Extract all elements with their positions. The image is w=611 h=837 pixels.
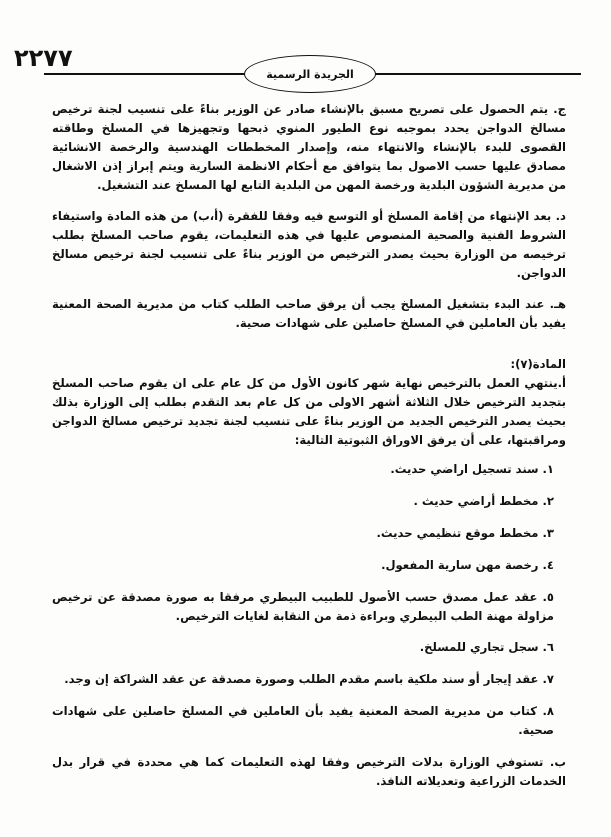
spacer (52, 195, 566, 207)
paragraph-j: ج. يتم الحصول على تصريح مسبق بالإنشاء صادر عن الوزير بناءً على تنسيب لجنة ترخيص مسالخ الدواجن يحدد بموجبه نوع الطيور المنوي ذبحها وتجهيزها في المسلخ وطاقته القصوى للبدء بالإنشاء والانتهاء منه، وإصدار المخططات الهندسية والرخصة الانشائية مصادق عليها حسب الاصول بما يتوافق مع أحكام الانظمة السارية ويتم إبراز إذن الاشغال من مديرية الشؤون البلدية ورخصة المهن من البلدية التابع لها المسلخ عند التشغيل. (52, 102, 566, 192)
paragraph-h: هـ. عند البدء بتشغيل المسلخ يجب أن يرفق صاحب الطلب كتاب من مديرية الصحة المعنية يفيد بأن العاملين في المسلخ حاصلين على شهادات صحية. (52, 297, 566, 330)
list-item: ٣. مخطط موقع تنظيمي حديث. (376, 526, 554, 540)
gazette-title: الجريدة الرسمية (244, 55, 376, 93)
article-paragraph-a: أ.ينتهي العمل بالترخيص نهاية شهر كانون الأول من كل عام على ان يقوم صاحب المسلخ بتجديد الترخيص خلال الثلاثة أشهر الاولى من كل عام بعد التقدم بطلب إلى الوزارة بذلك بحيث يصدر الترخيص الجديد من الوزير بناءً على تنسيب لجنة تجديد ترخيص مسالخ الدواجن ومراقبتها، على أن يرفق الاوراق الثبوتية التالية: (52, 376, 566, 447)
list-item: ٦. سجل تجاري للمسلخ. (419, 640, 554, 654)
list-item: ٤. رخصة مهن سارية المفعول. (381, 558, 554, 572)
list-item: ١. سند تسجيل اراضي حديث. (390, 462, 554, 476)
list-item: ٨. كتاب من مديرية الصحة المعنية يفيد بأن العاملين في المسلخ حاصلين على شهادات صحية. (52, 704, 554, 737)
article-heading: المادة(٧): (510, 357, 566, 371)
list-item: ٧. عقد إيجار أو سند ملكية باسم مقدم الطلب وصورة مصدقة عن عقد الشراكة إن وجد. (64, 672, 554, 686)
article-paragraph-b: ب. تستوفي الوزارة بدلات الترخيص وفقا لهذه التعليمات كما هي محددة في قرار بدل الخدمات الزراعية وتعديلاته النافذ. (52, 755, 566, 788)
list-item: ٢. مخطط أراضي حديث . (413, 494, 554, 508)
required-documents-list (52, 460, 566, 740)
document-body (52, 100, 566, 791)
paragraph-d: د. بعد الإنتهاء من إقامة المسلخ أو التوسع فيه وفقا للفقرة (أ،ب) من هذه المادة واستيفاء الشروط الفنية والصحية المنصوص عليها في هذه التعليمات، يقوم صاحب المسلخ بطلب ترخيصه من الوزارة بحيث يصدر الترخيص من الوزير بناءً على تنسيب لجنة ترخيص مسالخ الدواجن. (52, 209, 566, 280)
list-item: ٥. عقد عمل مصدق حسب الأصول للطبيب البيطري مرفقا به صورة مصدقة عن ترخيص مزاولة مهنة الطب البيطري وبراءة ذمة من النقابة لغايات الترخيص. (52, 590, 554, 623)
spacer (52, 333, 566, 355)
spacer (52, 283, 566, 295)
page-number: ٢٢٧٧ (14, 44, 73, 72)
